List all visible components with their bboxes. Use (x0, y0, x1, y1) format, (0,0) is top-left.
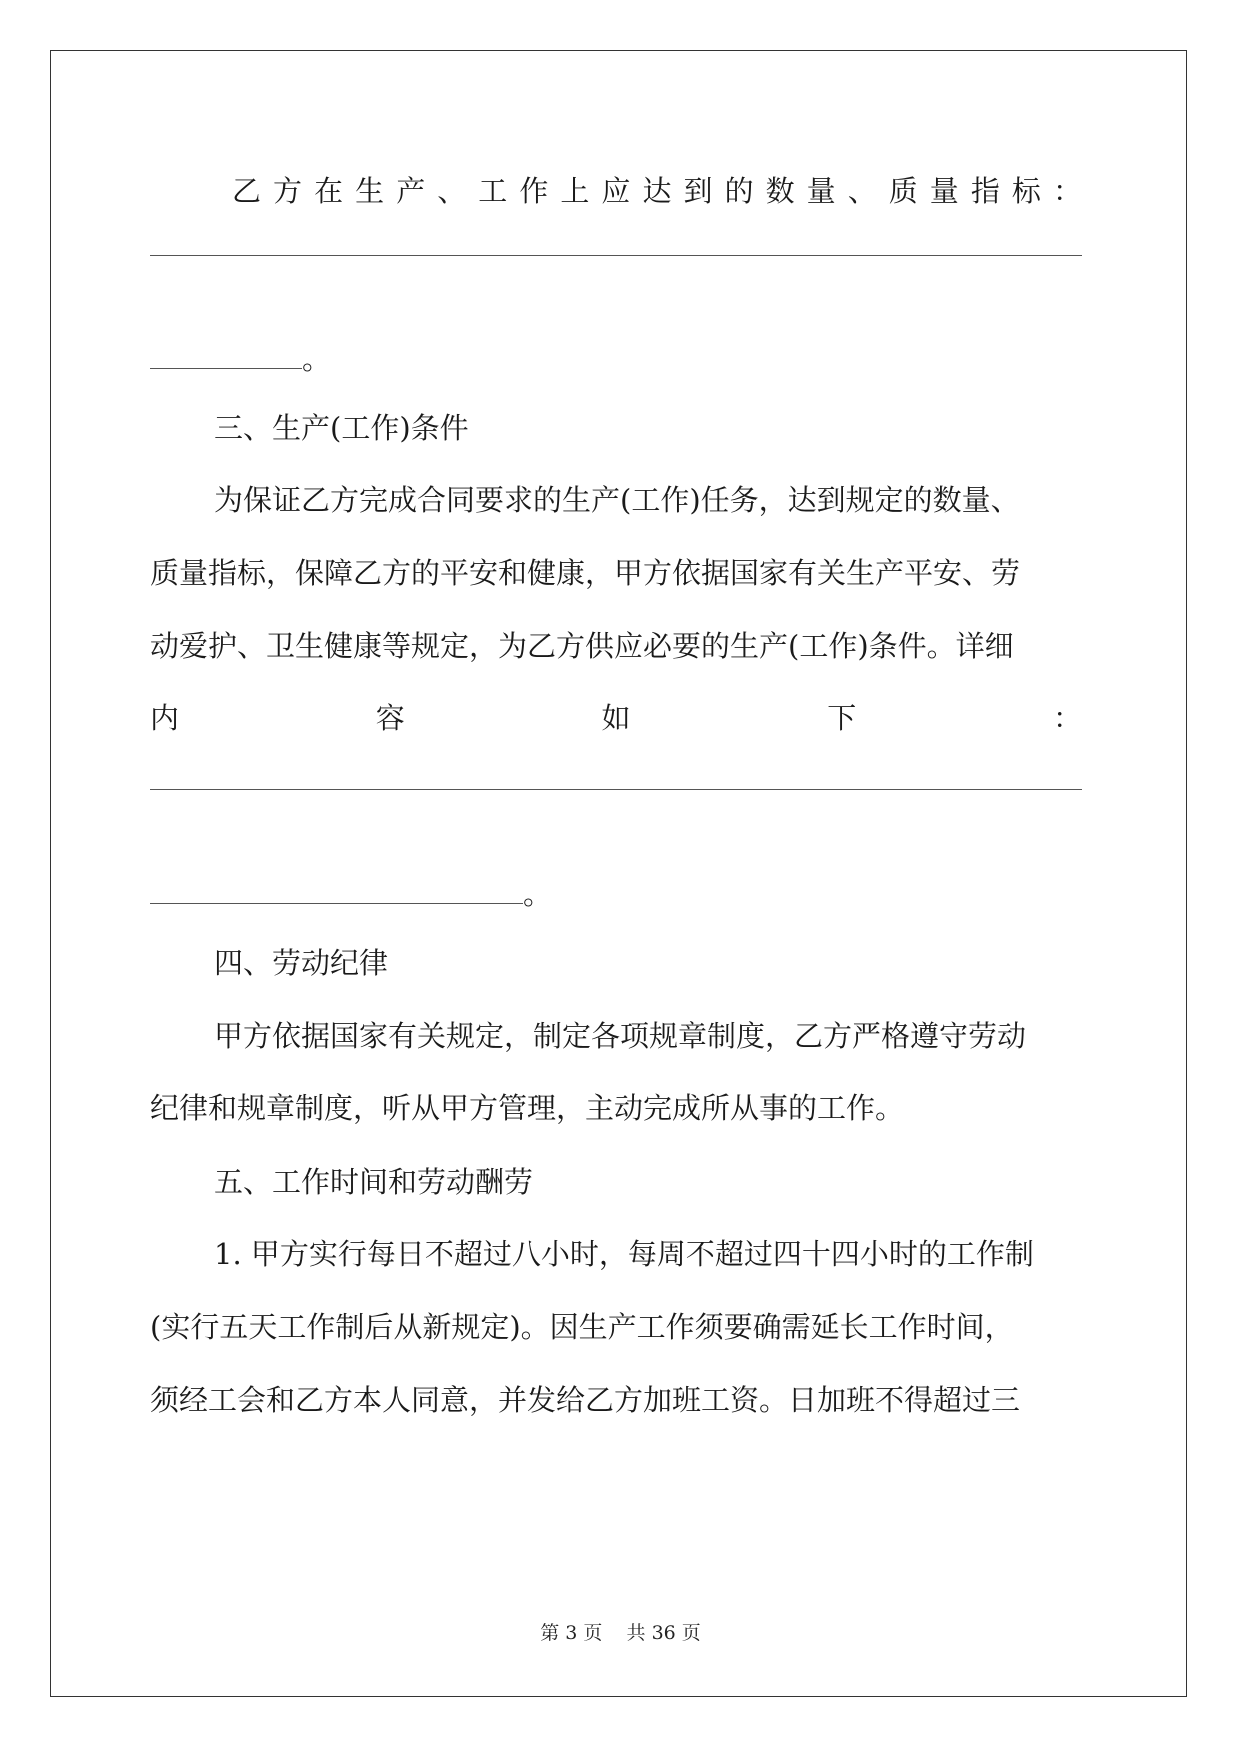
period-mark: 。 (523, 877, 553, 911)
quota-label-char: 达 (642, 174, 672, 208)
section-5-paragraph-line: (实行五天工作制后从新规定)。因生产工作须要确需延长工作时间， (150, 1310, 1014, 1344)
quota-label-char: ： (1052, 174, 1082, 208)
quota-label-char: 量 (929, 174, 959, 208)
quota-label-char: 生 (355, 174, 385, 208)
quota-label-char: 数 (765, 174, 795, 208)
quota-label-char: 乙 (232, 174, 262, 208)
section-3-paragraph-line: 质量指标，保障乙方的平安和健康，甲方依据国家有关生产平安、劳 (150, 556, 1021, 590)
spread-char: 容 (375, 701, 405, 735)
quota-label-line (232, 171, 1082, 211)
quota-label-char: 、 (437, 174, 467, 208)
total-pages: 共 36 页 (626, 1622, 701, 1644)
page-footer (0, 1618, 1241, 1645)
quota-label-char: 指 (970, 174, 1000, 208)
spread-char: 下 (827, 701, 857, 735)
fill-in-blank-line (150, 789, 1082, 790)
quota-label-char: 质 (888, 174, 918, 208)
section-4-paragraph-line: 甲方依据国家有关规定，制定各项规章制度，乙方严格遵守劳动 (214, 1019, 1027, 1053)
quota-label-char: 量 (806, 174, 836, 208)
quota-label-char: 、 (847, 174, 877, 208)
quota-label-char: 工 (478, 174, 508, 208)
section-5-paragraph-line: 1. 甲方实行每日不超过八小时，每周不超过四十四小时的工作制 (214, 1237, 1034, 1271)
period-mark: 。 (302, 342, 332, 376)
spread-char: 如 (601, 701, 631, 735)
section-5-title: 五、工作时间和劳动酬劳 (214, 1165, 534, 1199)
section-3-paragraph-line: 为保证乙方完成合同要求的生产(工作)任务，达到规定的数量、 (214, 483, 1020, 517)
fill-in-blank-line (150, 255, 1082, 256)
page-number: 第 3 页 (540, 1622, 603, 1644)
fill-in-blank-row (150, 338, 331, 378)
section-4-title: 四、劳动纪律 (214, 946, 389, 980)
quota-label-char: 作 (519, 174, 549, 208)
fill-in-blank-segment (150, 368, 302, 369)
fill-in-blank-segment (150, 903, 523, 904)
quota-label-char: 应 (601, 174, 631, 208)
quota-label-char: 产 (396, 174, 426, 208)
spread-char: 内 (150, 701, 180, 735)
spread-char: ： (1052, 701, 1082, 735)
section-3-paragraph-spread-line (150, 698, 1082, 738)
section-4-paragraph-line: 纪律和规章制度，听从甲方管理，主动完成所从事的工作。 (150, 1091, 905, 1125)
quota-label-char: 在 (314, 174, 344, 208)
quota-label-char: 标 (1011, 174, 1041, 208)
quota-label-char: 方 (273, 174, 303, 208)
section-3-title: 三、生产(工作)条件 (214, 411, 469, 445)
section-5-paragraph-line: 须经工会和乙方本人同意，并发给乙方加班工资。日加班不得超过三 (150, 1383, 1021, 1417)
fill-in-blank-row (150, 873, 552, 913)
section-3-paragraph-line: 动爱护、卫生健康等规定，为乙方供应必要的生产(工作)条件。详细 (150, 629, 1014, 663)
quota-label-char: 到 (683, 174, 713, 208)
quota-label-char: 上 (560, 174, 590, 208)
quota-label-char: 的 (724, 174, 754, 208)
